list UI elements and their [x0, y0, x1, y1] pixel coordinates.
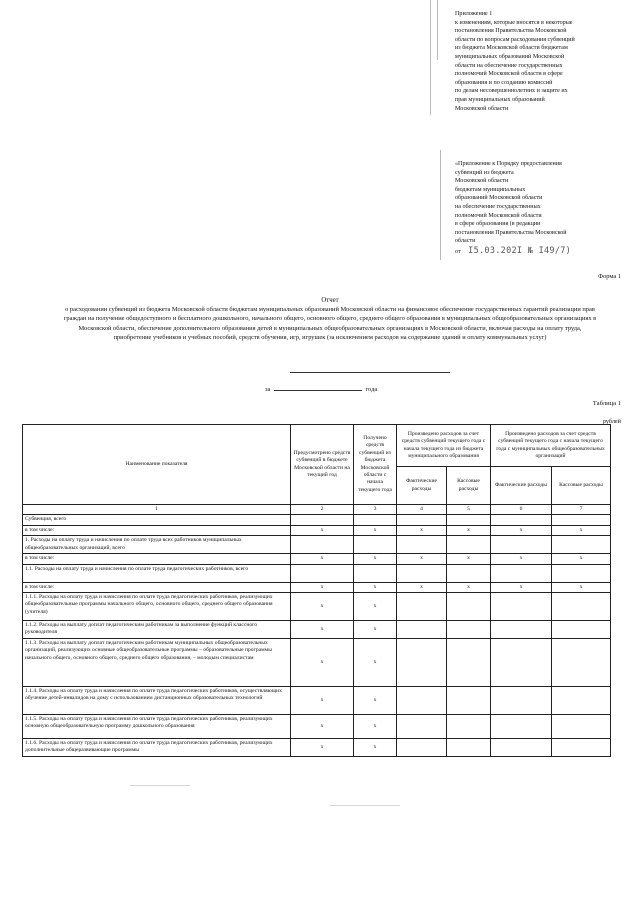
table-cell: x	[491, 554, 552, 564]
table-row	[23, 515, 611, 525]
header-cash: Кассовые расходы	[447, 467, 491, 505]
annex-1-block	[455, 10, 625, 113]
annex-1-line: из бюджета Московской области бюджетам	[455, 45, 568, 52]
table-row	[23, 525, 611, 535]
scan-mark	[437, 0, 438, 60]
column-number: 2	[291, 505, 354, 515]
table-cell	[397, 739, 447, 757]
table-cell	[447, 593, 491, 621]
table-cell: x	[291, 639, 354, 687]
form-label: Форма 1	[598, 273, 621, 280]
report-title-line: муниципальных общеобразовательных организациях в Московской области, обеспечение дополнительного образования детей в муниципальных общеобразовательных	[78, 315, 597, 332]
table-cell: x	[354, 582, 397, 592]
row-label: в том числе:	[23, 582, 291, 592]
table-row	[23, 582, 611, 592]
annex-1-line: по делам несовершеннолетних и защите их	[455, 88, 568, 95]
organization-line	[290, 372, 450, 373]
row-label: 1.1.2. Расходы на выплату доплат педагогическим работникам за выполнение функций классного руководителя	[23, 621, 291, 639]
table-row	[23, 739, 611, 757]
table-cell: x	[447, 525, 491, 535]
annex-1-line: области на обеспечение государственных	[455, 62, 563, 69]
period-prefix: за	[265, 386, 271, 393]
report-table	[22, 424, 611, 757]
column-number: 7	[552, 505, 611, 515]
table-cell	[447, 621, 491, 639]
header-cash-2: Кассовые расходы	[552, 467, 611, 505]
table-row	[23, 687, 611, 715]
scan-mark	[330, 805, 400, 806]
table-cell: x	[354, 715, 397, 739]
column-number-row	[23, 505, 611, 515]
table-cell	[491, 715, 552, 739]
header-actual-2: Фактические расходы	[491, 467, 552, 505]
table-cell: x	[491, 525, 552, 535]
table-cell	[552, 739, 611, 757]
table-cell	[491, 687, 552, 715]
table-cell	[552, 593, 611, 621]
table-cell	[552, 639, 611, 687]
row-label: 1.1.4. Расходы на оплату труда и начисления по оплате труда педагогических работников, осуществляющих обучение детей-инвалидов на дому с использованием дистанционных образовательных технологий	[23, 687, 291, 715]
annex-1-line: образования и по созданию комиссий	[455, 79, 553, 86]
report-period	[265, 384, 377, 393]
header-name: Наименование показателя	[23, 425, 291, 505]
table-row	[23, 554, 611, 564]
row-label: 1.1. Расходы на оплату труда и начисления по оплате труда педагогических работников, всего	[23, 564, 291, 582]
table-cell	[491, 536, 552, 554]
table-cell: x	[291, 687, 354, 715]
annex-1-heading: Приложение 1	[455, 11, 493, 17]
table-cell: x	[397, 525, 447, 535]
table-cell	[447, 515, 491, 525]
annex-2-line: полномочий Московской области	[455, 212, 542, 219]
report-title-line: расходов на содержание зданий и оплату коммунальных услуг)	[374, 333, 547, 341]
handwritten-date-number: I5.03.202I № I49/7)	[468, 245, 572, 256]
header-planned: Предусмотрено средств субвенций в бюджете Московской области на текущий год	[291, 425, 354, 505]
table-cell	[397, 621, 447, 639]
table-cell	[354, 515, 397, 525]
table-cell: x	[491, 582, 552, 592]
table-cell	[552, 687, 611, 715]
report-heading: Отчет	[321, 297, 339, 304]
annex-1-line: области по вопросам расходования субвенций	[455, 36, 575, 43]
date-prefix: от	[455, 248, 461, 255]
scan-mark	[440, 150, 441, 260]
row-label: 1.1.3. Расходы на выплату доплат педагогическим работникам муниципальных общеобразовательных организаций, реализующих основные общеобразовательные программы – образовательные программы начального общего, основного общего, среднего общего образования, – молодым специалистам	[23, 639, 291, 687]
table-cell	[291, 515, 354, 525]
table-cell	[447, 536, 491, 554]
column-number: 4	[397, 505, 447, 515]
table-cell	[397, 564, 447, 582]
table-cell: x	[354, 739, 397, 757]
annex-1-line: Московской области	[455, 105, 509, 112]
scan-mark	[130, 785, 190, 786]
table-cell	[354, 564, 397, 582]
table-cell	[447, 687, 491, 715]
table-cell: x	[291, 554, 354, 564]
header-received: Получено средств субвенций из бюджета Московской области с начала текущего года	[354, 425, 397, 505]
report-title	[60, 296, 600, 342]
annex-2-line: в сфере образования (в редакции	[455, 221, 541, 228]
table-cell	[491, 639, 552, 687]
row-label: 1.1.6. Расходы на оплату труда и начисления по оплате труда педагогических работников, реализующих дополнительные общеразвивающие программы	[23, 739, 291, 757]
annex-2-line: постановления Правительства Московской	[455, 229, 567, 236]
row-label: Субвенция, всего	[23, 515, 291, 525]
table-cell	[397, 515, 447, 525]
row-label: 1. Расходы на оплату труда и начисления по оплате труда всех работников муниципальных общеобразовательных организаций, всего	[23, 536, 291, 554]
table-cell	[397, 536, 447, 554]
table-label: Таблица 1	[592, 400, 621, 407]
header-spent-group: Произведено расходов за счет средств субвенций текущего года с начала текущего года из бюджета муниципального образования	[397, 425, 491, 467]
column-number: 6	[491, 505, 552, 515]
scan-mark	[430, 0, 431, 115]
table-row	[23, 593, 611, 621]
table-cell: x	[354, 687, 397, 715]
table-cell: x	[291, 525, 354, 535]
unit-label: рублей	[602, 418, 621, 425]
annex-1-line: муниципальных образований Московской	[455, 53, 565, 60]
table-cell: x	[291, 621, 354, 639]
table-cell	[552, 564, 611, 582]
row-label: в том числе:	[23, 525, 291, 535]
annex-1-line: полномочий Московской области в сфере	[455, 71, 563, 78]
table-cell	[397, 639, 447, 687]
table-cell	[397, 687, 447, 715]
annex-2-line: Московской области	[455, 178, 509, 185]
annex-2-block	[455, 160, 625, 257]
table-row	[23, 536, 611, 554]
report-title-line: организациях в Московской области, включая расходы на оплату труда, приобретение учебников и учебных пособий, средств обучения, игр, игрушек (за исключением	[113, 324, 582, 341]
report-title-line: о расходовании субвенций из бюджета Московской области бюджетам муниципальных образований Московской области на финансовое обеспечение государственных	[65, 306, 522, 314]
annex-1-line: прав муниципальных образований	[455, 96, 545, 103]
table-cell: x	[291, 715, 354, 739]
table-cell: x	[291, 739, 354, 757]
table-cell	[291, 564, 354, 582]
annex-2-line: на обеспечение государственных	[455, 203, 541, 210]
table-cell: x	[354, 554, 397, 564]
annex-2-date-line	[455, 247, 625, 257]
annex-1-line: к изменениям, которые вносятся в некоторые	[455, 19, 573, 26]
annex-2-line: «Приложение к Порядку предоставления	[455, 161, 562, 167]
column-number: 3	[354, 505, 397, 515]
table-cell	[552, 536, 611, 554]
table-cell	[397, 715, 447, 739]
annex-2-line: бюджетам муниципальных	[455, 186, 526, 193]
table-cell: x	[397, 554, 447, 564]
table-row	[23, 715, 611, 739]
row-label: 1.1.5. Расходы на оплату труда и начисления по оплате труда педагогических работников, реализующих основную общеобразовательную программу дошкольного образования	[23, 715, 291, 739]
table-cell	[447, 564, 491, 582]
table-cell: x	[447, 554, 491, 564]
table-cell	[552, 515, 611, 525]
table-cell	[491, 621, 552, 639]
table-cell: x	[291, 582, 354, 592]
table-cell	[291, 536, 354, 554]
table-cell: x	[354, 639, 397, 687]
row-label: 1.1.1. Расходы на оплату труда и начисления по оплате труда педагогических работников, реализующих общеобразовательные программы начального общего, основного общего, среднего общего образования (учителя)	[23, 593, 291, 621]
table-row	[23, 564, 611, 582]
table-cell	[491, 593, 552, 621]
header-actual: Фактические расходы	[397, 467, 447, 505]
annex-2-line: субвенций из бюджета	[455, 169, 514, 176]
table-cell	[491, 564, 552, 582]
annex-2-line: области	[455, 238, 476, 245]
table-cell: x	[552, 554, 611, 564]
table-cell: x	[354, 525, 397, 535]
table-cell: x	[552, 582, 611, 592]
table-cell: x	[397, 582, 447, 592]
table-row	[23, 639, 611, 687]
report-title-line: гарантий реализации прав граждан на получение общедоступного и бесплатного дошкольного, начального общего, основного общего, среднего общего образования в	[63, 306, 595, 323]
table-cell	[552, 621, 611, 639]
table-cell: x	[354, 621, 397, 639]
period-suffix: года	[365, 386, 378, 393]
table-cell	[491, 515, 552, 525]
table-cell	[447, 639, 491, 687]
annex-2-line: образований Московской области	[455, 195, 543, 202]
table-row	[23, 621, 611, 639]
table-cell	[354, 536, 397, 554]
column-number: 5	[447, 505, 491, 515]
period-blank	[274, 384, 362, 391]
header-muni-group: Произведено расходов за счет средств субвенций текущего года с начала текущего года с муниципальных общеобразовательных организаций	[491, 425, 611, 467]
table-cell	[447, 715, 491, 739]
table-cell	[447, 739, 491, 757]
table-cell	[491, 739, 552, 757]
column-number: 1	[23, 505, 291, 515]
table-cell: x	[291, 593, 354, 621]
row-label: в том числе:	[23, 554, 291, 564]
table-cell	[552, 715, 611, 739]
table-cell: x	[354, 593, 397, 621]
table-cell	[397, 593, 447, 621]
table-cell: x	[552, 525, 611, 535]
annex-1-line: постановления Правительства Московской	[455, 28, 567, 35]
table-cell: x	[447, 582, 491, 592]
